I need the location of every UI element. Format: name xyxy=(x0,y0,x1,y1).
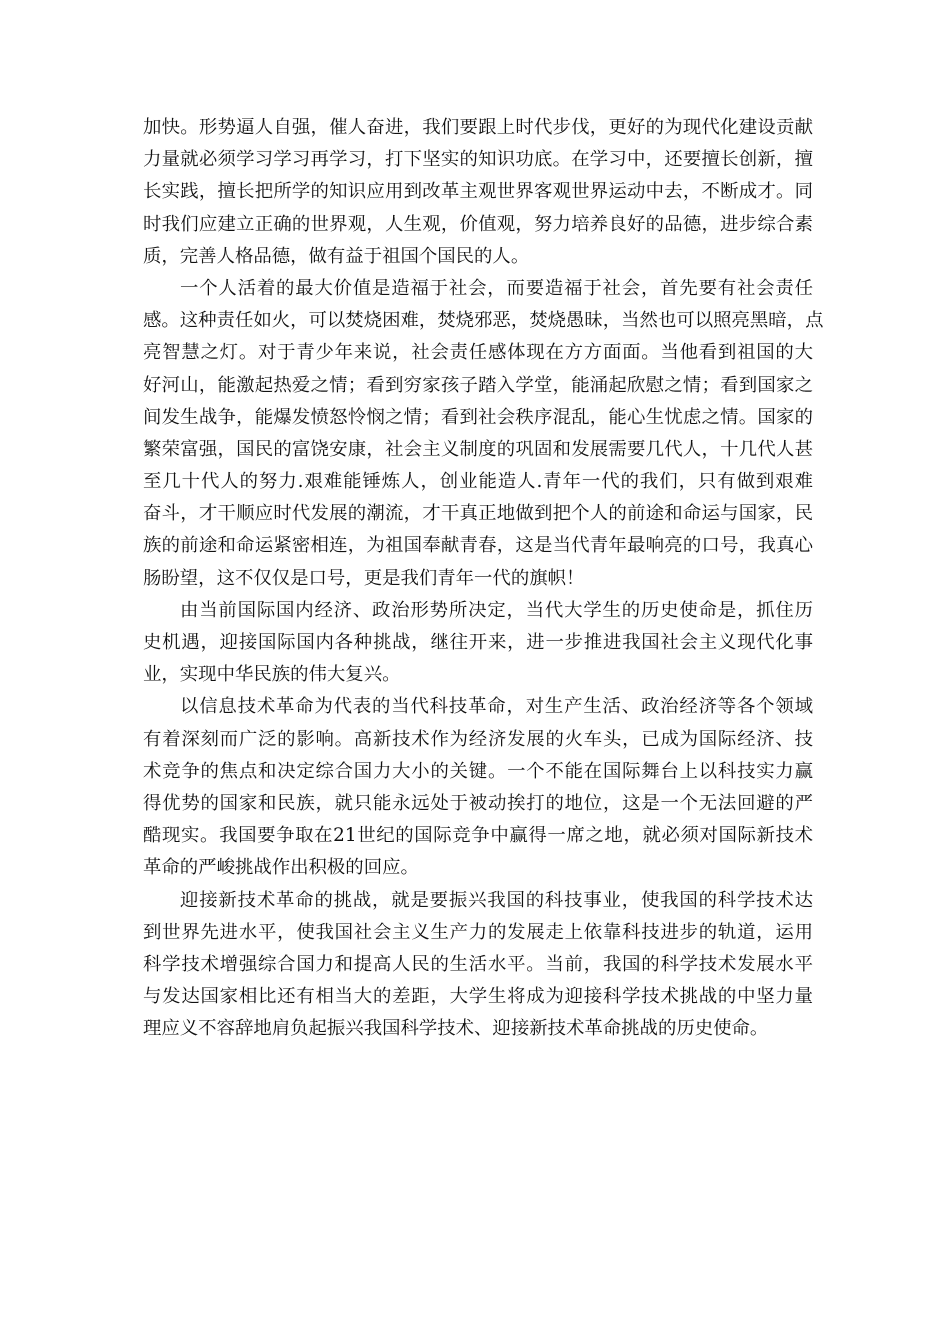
text-line: 史机遇，迎接国际国内各种挑战，继往开来，进一步推进我国社会主义现代化事 xyxy=(143,632,813,653)
text-line: 族的前途和命运紧密相连，为祖国奉献青春，这是当代青年最响亮的口号，我真心 xyxy=(143,535,813,557)
text-line: 到世界先进水平，使我国社会主义生产力的发展走上依靠科技进步的轨道，运用 xyxy=(143,921,813,943)
text-line: 理应义不容辞地肩负起振兴我国科学技术、迎接新技术革命挑战的历史使命。 xyxy=(143,1018,769,1040)
text-line: 奋斗，才干顺应时代发展的潮流，才干真正地做到把个人的前途和命运与国家，民 xyxy=(143,503,813,525)
text-line: 与发达国家相比还有相当大的差距，大学生将成为迎接科学技术挑战的中坚力量 xyxy=(143,986,813,1008)
text-line: 繁荣富强，国民的富饶安康，社会主义制度的巩固和发展需要几代人，十几代人甚 xyxy=(143,438,813,460)
text-line: 得优势的国家和民族，就只能永远处于被动挨打的地位，这是一个无法回避的严 xyxy=(143,792,813,814)
text-line: 术竞争的焦点和决定综合国力大小的关键。一个不能在国际舞台上以科技实力赢 xyxy=(143,760,813,782)
text-line: 间发生战争，能爆发愤怒怜悯之情；看到社会秩序混乱，能心生忧虑之情。国家的 xyxy=(143,406,813,428)
paragraph-first-line: 一个人活着的最大价值是造福于社会，而要造福于社会，首先要有社会责任 xyxy=(180,277,813,299)
text-line: 科学技术增强综合国力和提高人民的生活水平。当前，我国的科学技术发展水平 xyxy=(143,953,813,975)
paragraph-first-line: 由当前国际国内经济、政治形势所决定，当代大学生的历史使命是，抓住历 xyxy=(180,599,813,621)
text-line: 时我们应建立正确的世界观，人生观，价值观，努力培养良好的品德，进步综合素 xyxy=(143,213,813,235)
text-line: 感。这种责任如火，可以焚烧困难，焚烧邪恶，焚烧愚昧，当然也可以照亮黑暗，点 xyxy=(143,310,824,332)
text-line: 加快。形势逼人自强，催人奋进，我们要跟上时代步伐，更好的为现代化建设贡献 xyxy=(143,117,813,138)
text-line: 酷现实。我国要争取在21世纪的国际竞争中赢得一席之地，就必须对国际新技术 xyxy=(143,825,813,847)
text-line: 至几十代人的努力.艰难能锤炼人，创业能造人.青年一代的我们，只有做到艰难 xyxy=(143,471,813,493)
text-line: 亮智慧之灯。对于青少年来说，社会责任感体现在方方面面。当他看到祖国的大 xyxy=(143,342,813,364)
paragraph-first-line: 迎接新技术革命的挑战，就是要振兴我国的科技事业，使我国的科学技术达 xyxy=(180,889,813,911)
text-line: 好河山，能激起热爱之情；看到穷家孩子踏入学堂，能涌起欣慰之情；看到国家之 xyxy=(143,374,813,396)
text-line: 力量就必须学习学习再学习，打下坚实的知识功底。在学习中，还要擅长创新，擅 xyxy=(143,149,813,171)
paragraph-first-line: 以信息技术革命为代表的当代科技革命，对生产生活、政治经济等各个领域 xyxy=(180,696,813,718)
text-line: 业，实现中华民族的伟大复兴。 xyxy=(143,664,401,686)
text-line: 长实践，擅长把所学的知识应用到改革主观世界客观世界运动中去，不断成才。同 xyxy=(143,181,813,203)
text-line: 质，完善人格品德，做有益于祖国个国民的人。 xyxy=(143,245,530,267)
text-line: 革命的严峻挑战作出积极的回应。 xyxy=(143,857,419,879)
text-line: 肠盼望，这不仅仅是口号，更是我们青年一代的旗帜！ xyxy=(143,567,585,589)
body-text xyxy=(143,112,824,1045)
text-line: 有着深刻而广泛的影响。高新技术作为经济发展的火车头，已成为国际经济、技 xyxy=(143,728,813,750)
